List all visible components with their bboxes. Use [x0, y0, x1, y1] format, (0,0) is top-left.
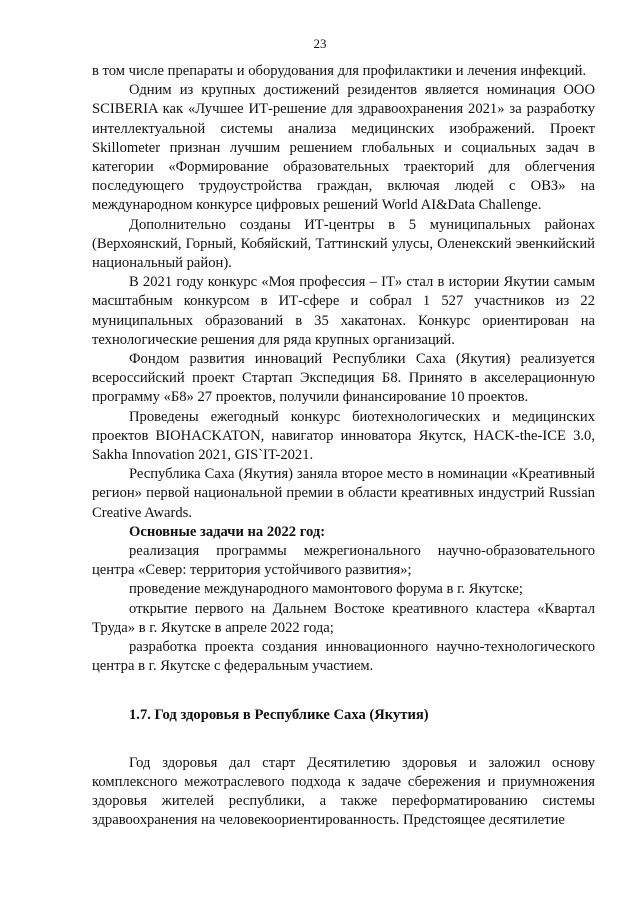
section-heading: 1.7. Год здоровья в Республике Саха (Якутия): [129, 706, 429, 723]
task-item: реализация программы межрегионального научно-образовательного центра «Север: территория устойчивого развития»;: [92, 543, 595, 579]
task-item: проведение международного мамонтового форума в г. Якутске;: [129, 581, 523, 598]
paragraph-continuation: в том числе препараты и оборудования для профилактики и лечения инфекций.: [92, 63, 587, 79]
page-body: [92, 62, 595, 831]
task-item: разработка проекта создания инновационного научно-технологического центра в г. Якутске с федеральным участием.: [92, 639, 595, 675]
paragraph-creative-region: Республика Саха (Якутия) заняла второе место в номинации «Креативный регион» первой национальной премии в области креативных индустрий Russian Creative Awards.: [92, 466, 595, 521]
paragraph-it-centers: Дополнительно созданы ИТ-центры в 5 муниципальных районах (Верхоянский, Горный, Кобяйский, Таттинский улусы, Оленекский эвенкийский национальный район).: [92, 216, 595, 272]
paragraph-biohackaton: Проведены ежегодный конкурс биотехнологических и медицинских проектов BIOHACKATON, навигатор инноватора Якутск, HACK-the-ICE 3.0, Sakha Innovation 2021, GIS`IT-2021.: [92, 408, 595, 464]
paragraph-sciberia: Одним из крупных достижений резидентов является номинация ООО SCIBERIA как «Лучшее ИТ-решение для здравоохранения 2021» за разработку интеллектуальной системы анализа медицинских изображений. Проект Skillometer признан лучшим решением глобальных и социальных задач в категории «Формирование образовательных траекторий для облегчения последующего трудоустройства граждан, включая людей с ОВЗ» на международном конкурсе цифровых решений World AI&Data Challenge.: [92, 82, 595, 214]
tasks-heading: Основные задачи на 2022 год:: [129, 523, 326, 540]
task-item: открытие первого на Дальнем Востоке креативного кластера «Квартал Труда» в г. Якутске в апреле 2022 года;: [92, 600, 595, 636]
paragraph-startup-expedition: Фондом развития инноваций Республики Саха (Якутия) реализуется всероссийский проект Стартап Экспедиция Б8. Принято в акселерационную программу «Б8» 27 проектов, получили финансирование 10 проектов.: [92, 351, 595, 406]
paragraph-year-of-health: Год здоровья дал старт Десятилетию здоровья и заложил основу комплексного межотраслевого подхода к задаче сбережения и приумножения здоровья жителей республики, а также переформатированию системы здравоохранения на человекоориентированность. Предстоящее десятилетие: [92, 754, 595, 829]
page-number: 23: [313, 36, 327, 51]
paragraph-it-contest: В 2021 году конкурс «Моя профессия – IT» стал в истории Якутии самым масштабным конкурсом в ИТ-сфере и собрал 1 527 участников из 22 муниципальных образований в 35 хакатонах. Конкурс ориентирован на технологические решения для ряда крупных организаций.: [92, 274, 595, 348]
